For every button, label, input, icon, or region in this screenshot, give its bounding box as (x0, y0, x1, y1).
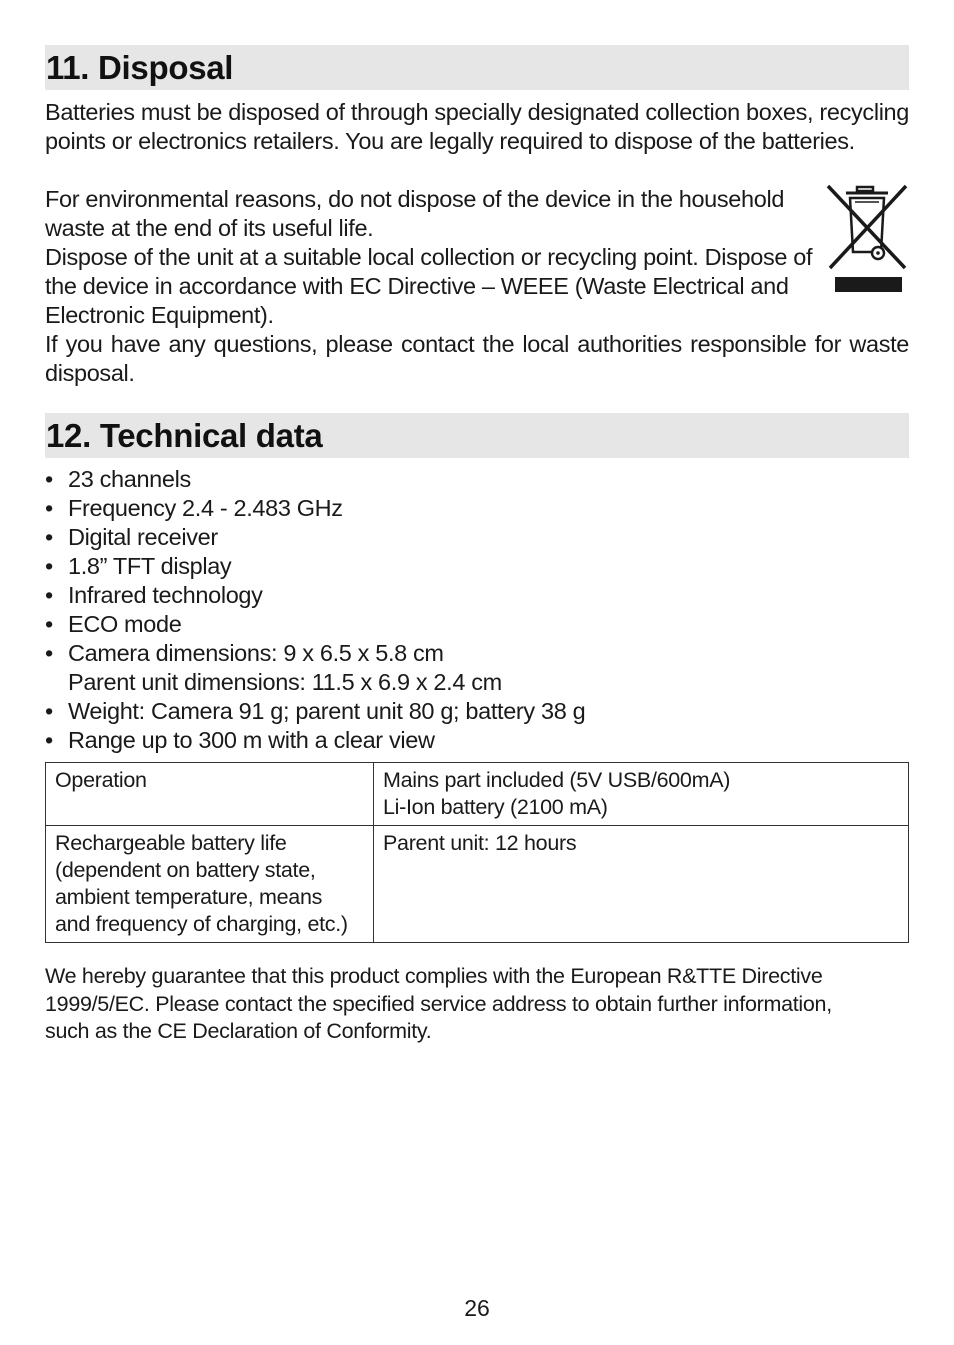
table-cell-text: (dependent on battery state, (55, 858, 316, 882)
table-cell-label (46, 763, 374, 826)
bullet-icon: • (45, 466, 53, 492)
bullet-icon: • (45, 553, 53, 579)
disposal-heading: 11. Disposal (46, 49, 234, 86)
spec-item-text: Camera dimensions: 9 x 6.5 x 5.8 cm (68, 640, 444, 666)
spec-item-text: 23 channels (68, 466, 191, 492)
spec-item-text: Range up to 300 m with a clear view (68, 727, 435, 753)
spec-item-text: Frequency 2.4 - 2.483 GHz (68, 495, 343, 521)
disposal-intro-paragraph: Batteries must be disposed of through specially designated collection boxes, recycling points or electronics retailers. You are legally required to dispose of the batteries. (45, 99, 909, 154)
disposal-environment-paragraph-1: For environmental reasons, do not dispose of the device in the household waste at the end of its useful life. (45, 186, 785, 241)
spec-list-item (45, 494, 909, 523)
spec-list-item (45, 726, 909, 755)
technical-spec-list (45, 465, 909, 755)
technical-data-table (45, 762, 909, 943)
spec-list-item (45, 552, 909, 581)
spec-item-text: 1.8” TFT display (68, 553, 232, 579)
page-number: 26 (464, 1295, 490, 1321)
table-cell-text: and frequency of charging, etc.) (55, 912, 348, 936)
table-row (46, 826, 909, 943)
section-header-disposal (45, 45, 909, 90)
manual-page (45, 45, 909, 1046)
table-cell-value (374, 826, 909, 943)
bullet-icon: • (45, 698, 53, 724)
compliance-line: such as the CE Declaration of Conformity. (45, 1019, 432, 1043)
crossed-out-wheelie-bin-icon (826, 177, 910, 292)
spec-item-text: Weight: Camera 91 g; parent unit 80 g; battery 38 g (68, 698, 586, 724)
spec-list-item (45, 523, 909, 552)
bullet-icon: • (45, 611, 53, 637)
table-cell-text: Li-Ion battery (2100 mA) (383, 795, 608, 819)
table-cell-text: Operation (55, 768, 147, 792)
spec-item-text: Digital receiver (68, 524, 218, 550)
bullet-icon: • (45, 582, 53, 608)
bullet-icon: • (45, 640, 53, 666)
disposal-questions-paragraph: If you have any questions, please contact the local authorities responsible for waste disposal. (45, 331, 909, 386)
table-row (46, 763, 909, 826)
bullet-icon: • (45, 727, 53, 753)
table-cell-text: Rechargeable battery life (55, 831, 287, 855)
table-cell-text: ambient temperature, means (55, 885, 323, 909)
spec-list-item (45, 465, 909, 494)
bullet-icon: • (45, 495, 53, 521)
disposal-environment-text (45, 185, 815, 330)
table-cell-text: Mains part included (5V USB/600mA) (383, 768, 731, 792)
table-cell-text: Parent unit: 12 hours (383, 831, 577, 855)
spec-list-item (45, 697, 909, 726)
spec-item-text: Infrared technology (68, 582, 263, 608)
spec-list-item (45, 639, 909, 697)
section-header-technical-data (45, 413, 909, 458)
spec-item-text: Parent unit dimensions: 11.5 x 6.9 x 2.4 cm (68, 669, 502, 695)
compliance-line: 1999/5/EC. Please contact the specified service address to obtain further information, (45, 991, 832, 1016)
disposal-environment-paragraph-2: Dispose of the unit at a suitable local collection or recycling point. Dispose of the device in accordance with EC Directive – WEEE (Waste Electrical and Electronic Equipment). (45, 244, 813, 328)
disposal-environment-block (45, 185, 909, 330)
technical-data-heading: 12. Technical data (46, 417, 323, 454)
table-cell-value (374, 763, 909, 826)
spec-list-item (45, 610, 909, 639)
bullet-icon: • (45, 524, 53, 550)
table-cell-label (46, 826, 374, 943)
compliance-statement (45, 963, 909, 1046)
spec-list-item (45, 581, 909, 610)
spec-item-text: ECO mode (68, 611, 182, 637)
compliance-line: We hereby guarantee that this product complies with the European R&TTE Directive (45, 964, 823, 988)
